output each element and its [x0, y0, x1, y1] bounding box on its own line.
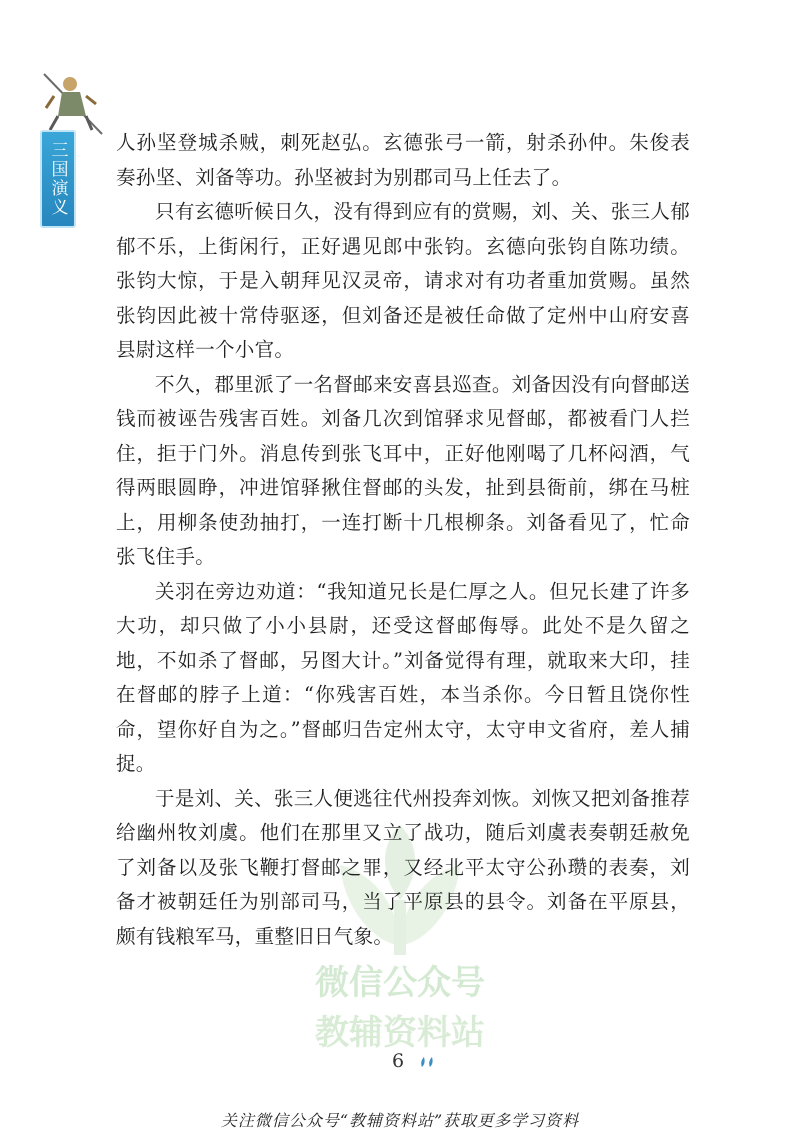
watermark-line-2: 教辅资料站 [315, 1013, 485, 1053]
paragraph-3: 不久，郡里派了一名督邮来安喜县巡查。刘备因没有向督邮送钱而被诬告残害百姓。刘备几次到馆驿求见督邮，都被看门人拦住，拒于门外。消息传到张飞耳中，正好他刚喝了几杯闷酒，气得两眼圆睁，冲进馆驿揪住督邮的头发，扯到县衙前，绑在马桩上，用柳条使劲抽打，一连打断十几根柳条。刘备看见了，忙命张飞住手。 [116, 372, 690, 568]
water-drop-icon [418, 1055, 438, 1069]
paragraph-4: 关羽在旁边劝道：“我知道兄长是仁厚之人。但兄长建了许多大功，却只做了小小县尉，还受这督邮侮辱。此处不是久留之地，不如杀了督邮，另图大计。”刘备觉得有理，就取来大印，挂在督邮的脖子上道：“你残害百姓，本当杀你。今日暂且饶你性命，望你好自为之。”督邮归告定州太守，太守申文省府，差人捕捉。 [116, 579, 690, 775]
paragraph-1: 人孙坚登城杀贼，刺死赵弘。玄德张弓一箭，射杀孙仲。朱俊表奏孙坚、刘备等功。孙坚被封为别郡司马上任去了。 [116, 131, 690, 189]
watermark-line-1: 微信公众号 [315, 963, 485, 1003]
footer-note: 关注微信公众号“教辅资料站”获取更多学习资料 [220, 1111, 580, 1130]
body-text [116, 126, 690, 954]
paragraph-5: 于是刘、关、张三人便逃往代州投奔刘恢。刘恢又把刘备推荐给幽州牧刘虞。他们在那里又立了战功，随后刘虞表奏朝廷赦免了刘备以及张飞鞭打督邮之罪，又经北平太守公孙瓒的表奏，刘备才被朝廷任为别部司马，当了平原县的县令。刘备在平原县，颇有钱粮军马，重整旧日气象。 [116, 786, 690, 948]
book-title-tab [40, 130, 76, 228]
paragraph-2: 只有玄德听候日久，没有得到应有的赏赐，刘、关、张三人郁郁不乐，上街闲行，正好遇见郎中张钧。玄德向张钧自陈功绩。张钧大惊，于是入朝拜见汉灵帝，请求对有功者重加赏赐。虽然张钧因此被十常侍驱逐，但刘备还是被任命做了定州中山府安喜县尉这样一个小官。 [116, 200, 690, 361]
warrior-figure-icon [40, 68, 106, 138]
book-title-label: 三国演义 [47, 141, 68, 217]
page-number: 6 [392, 1050, 405, 1072]
